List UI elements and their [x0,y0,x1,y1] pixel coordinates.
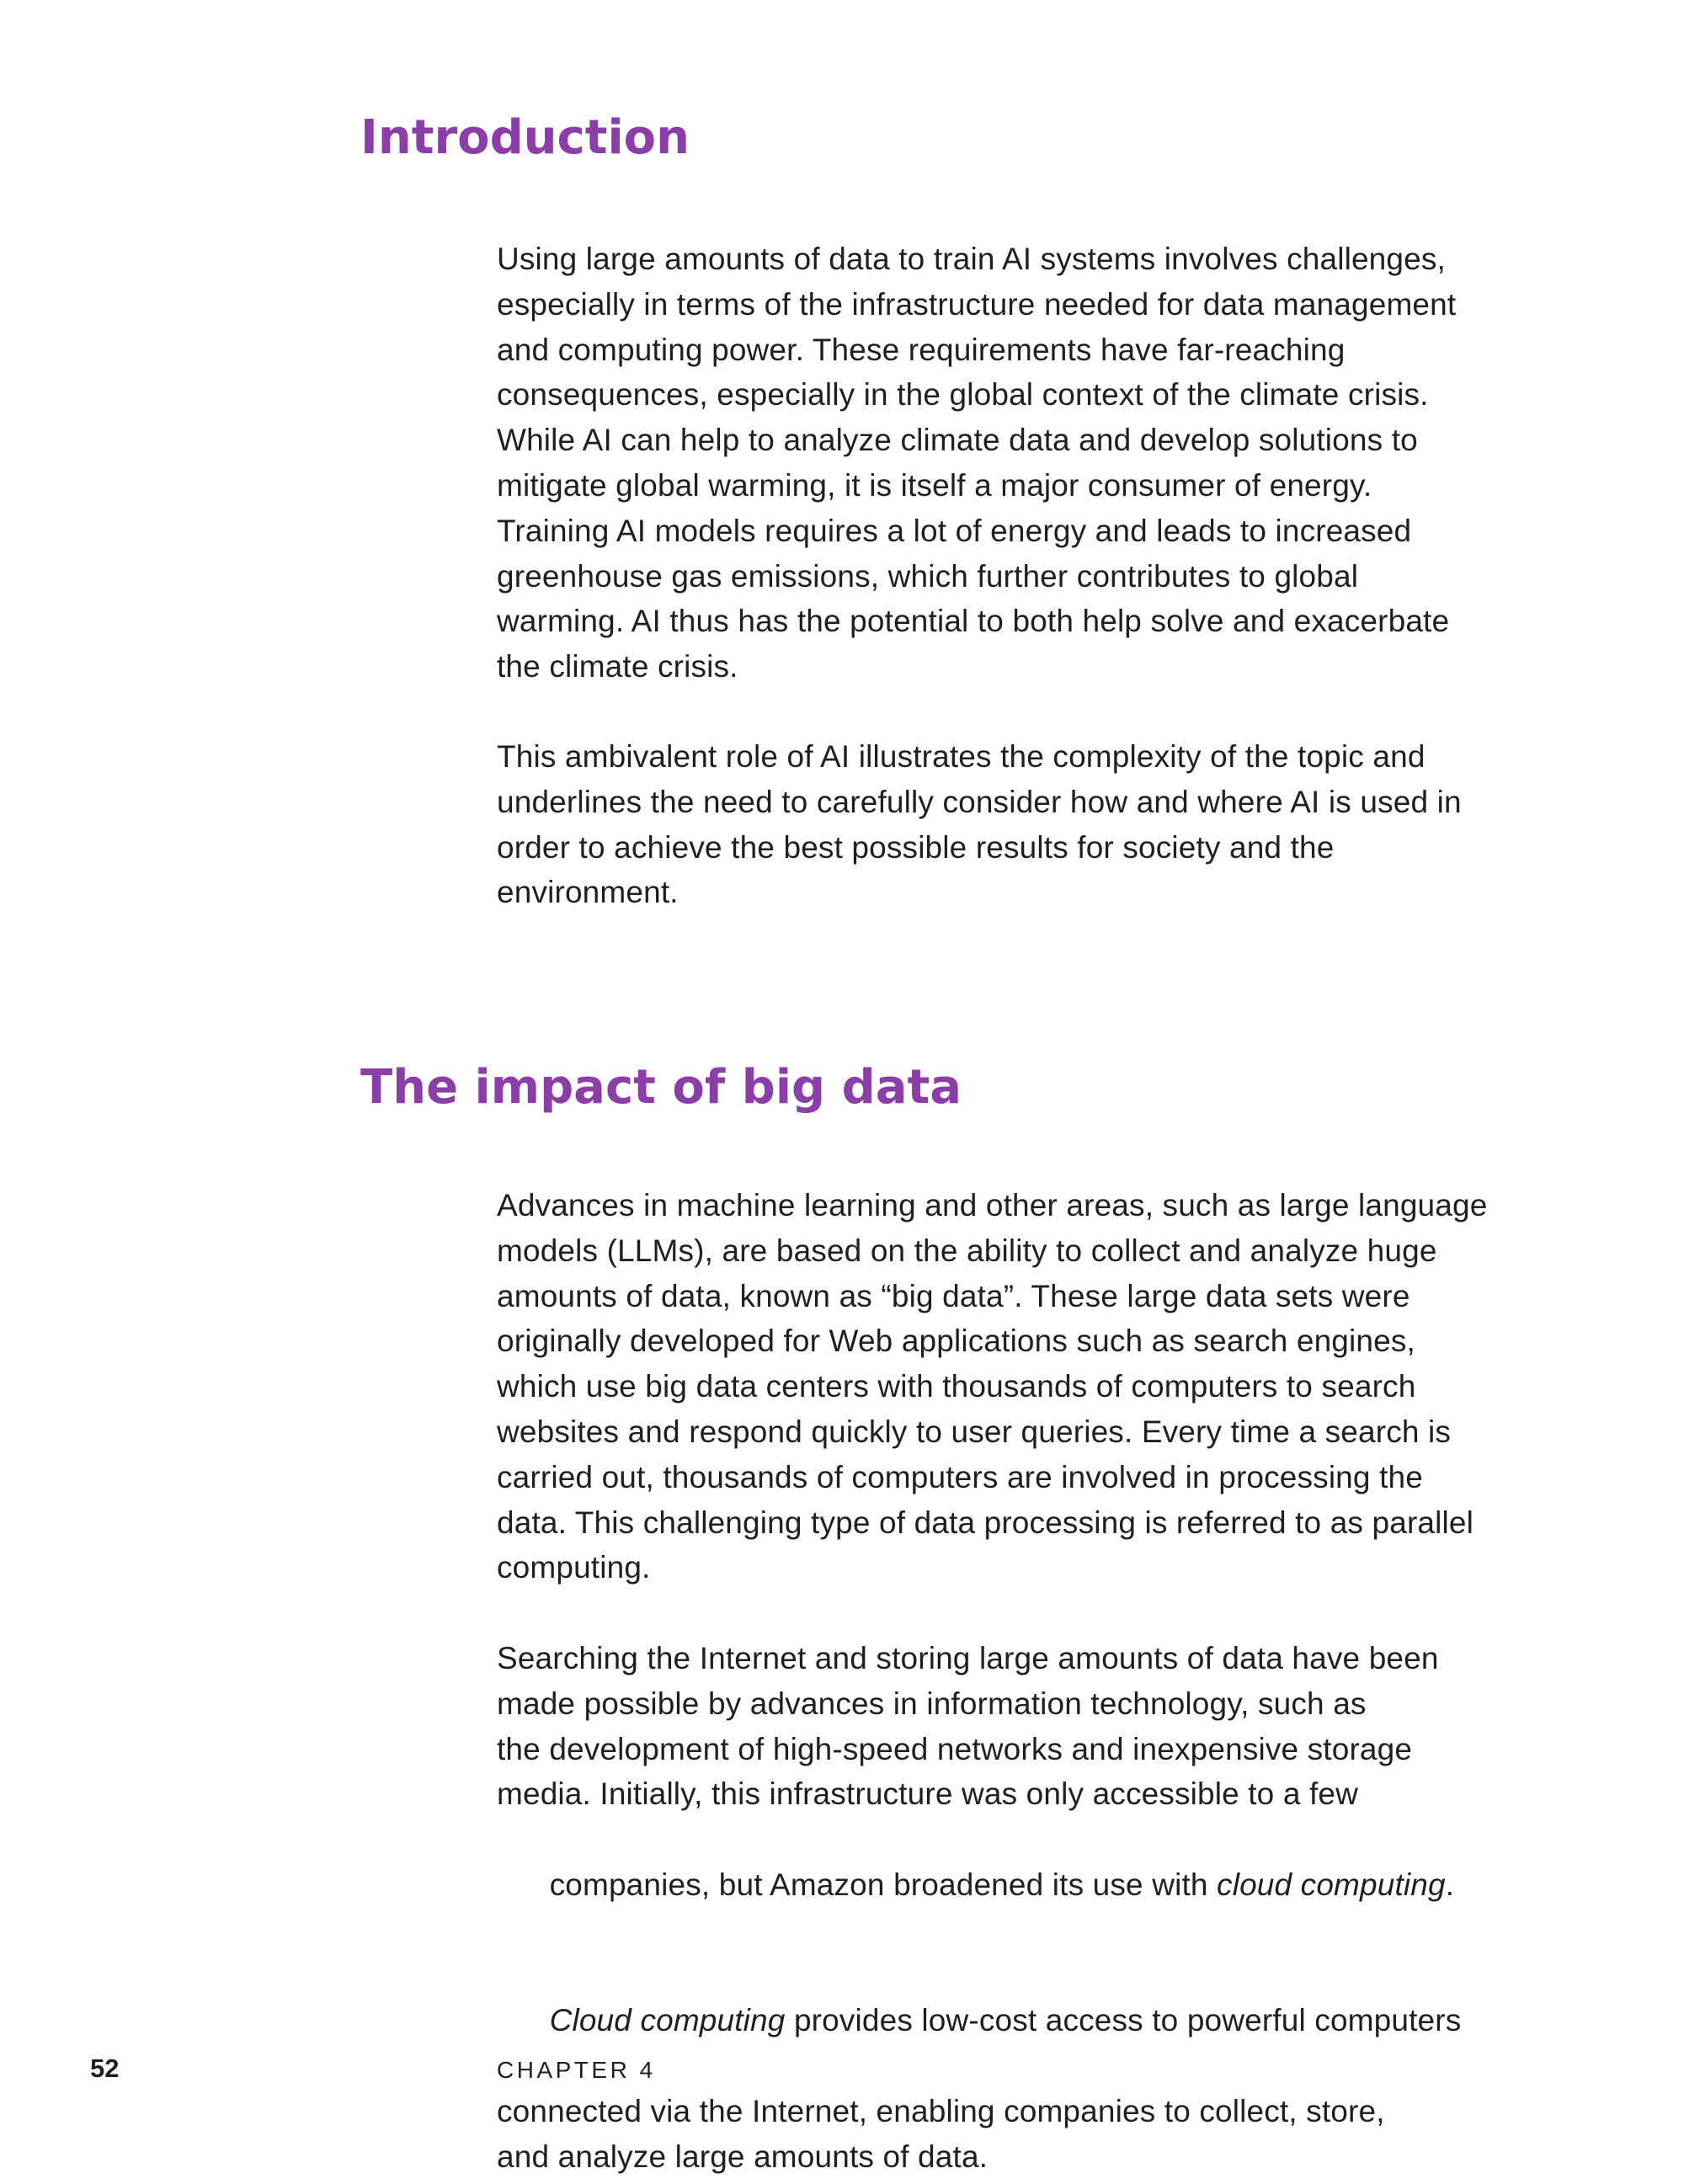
text-line: and computing power. These requirements have far-reaching [497,332,1346,367]
text-line: warming. AI thus has the potential to both help solve and exacerbate [497,604,1450,639]
text-line: Searching the Internet and storing large amounts of data have been [497,1641,1439,1675]
text-line: models (LLMs), are based on the ability to collect and analyze huge [497,1233,1437,1268]
text-line: made possible by advances in information technology, such as [497,1686,1367,1721]
text-segment: provides low-cost access to powerful computers [785,2003,1462,2038]
text-line: media. Initially, this infrastructure was only accessible to a few [497,1776,1359,1812]
text-line: amounts of data, known as “big data”. These large data sets were [497,1278,1410,1313]
text-line: Training AI models requires a lot of energy and leads to increased [497,513,1412,548]
text-line: especially in terms of the infrastructure needed for data management [497,286,1457,322]
paragraph-intro-1 [497,237,1549,690]
text-line [497,1817,1549,1952]
text-line: This ambivalent role of AI illustrates the complexity of the topic and [497,739,1426,774]
text-line: mitigate global warming, it is itself a major consumer of energy. [497,467,1372,503]
text-line: carried out, thousands of computers are involved in processing the [497,1459,1423,1494]
text-line: which use big data centers with thousands of computers to search [497,1369,1416,1404]
text-segment: companies, but Amazon broadened its use with [549,1867,1218,1902]
emphasis-term: Cloud computing [549,2003,786,2038]
text-line: the development of high-speed networks and inexpensive storage [497,1731,1413,1766]
page-number: 52 [90,2053,120,2083]
paragraph-intro-2 [497,734,1549,915]
text-line: computing. [497,1550,651,1585]
text-line: Advances in machine learning and other areas, such as large language [497,1188,1488,1223]
text-line: While AI can help to analyze climate data and develop solutions to [497,423,1418,458]
text-segment: . [1445,1867,1455,1902]
chapter-label: CHAPTER 4 [497,2057,656,2083]
text-line: originally developed for Web applications such as search engines, [497,1324,1415,1359]
text-line: greenhouse gas emissions, which further contributes to global [497,558,1359,594]
paragraph-bigdata-1 [497,1183,1549,1590]
text-line: Using large amounts of data to train AI systems involves challenges, [497,242,1446,276]
emphasis-term: cloud computing [1217,1867,1446,1902]
text-line: underlines the need to carefully consider how and where AI is used in [497,784,1462,819]
text-line: websites and respond quickly to user queries. Every time a search is [497,1414,1452,1449]
section-heading-big-data: The impact of big data [360,1060,962,1115]
text-line: order to achieve the best possible results for society and the [497,829,1335,865]
text-line: environment. [497,875,679,910]
text-line: and analyze large amounts of data. [497,2139,989,2174]
paragraph-bigdata-2 [497,1636,1549,2180]
section-heading-introduction: Introduction [360,110,690,165]
text-line: data. This challenging type of data processing is referred to as parallel [497,1505,1474,1540]
text-line: consequences, especially in the global context of the climate crisis. [497,377,1429,413]
text-line: connected via the Internet, enabling companies to collect, store, [497,2093,1385,2128]
text-line: the climate crisis. [497,649,738,684]
